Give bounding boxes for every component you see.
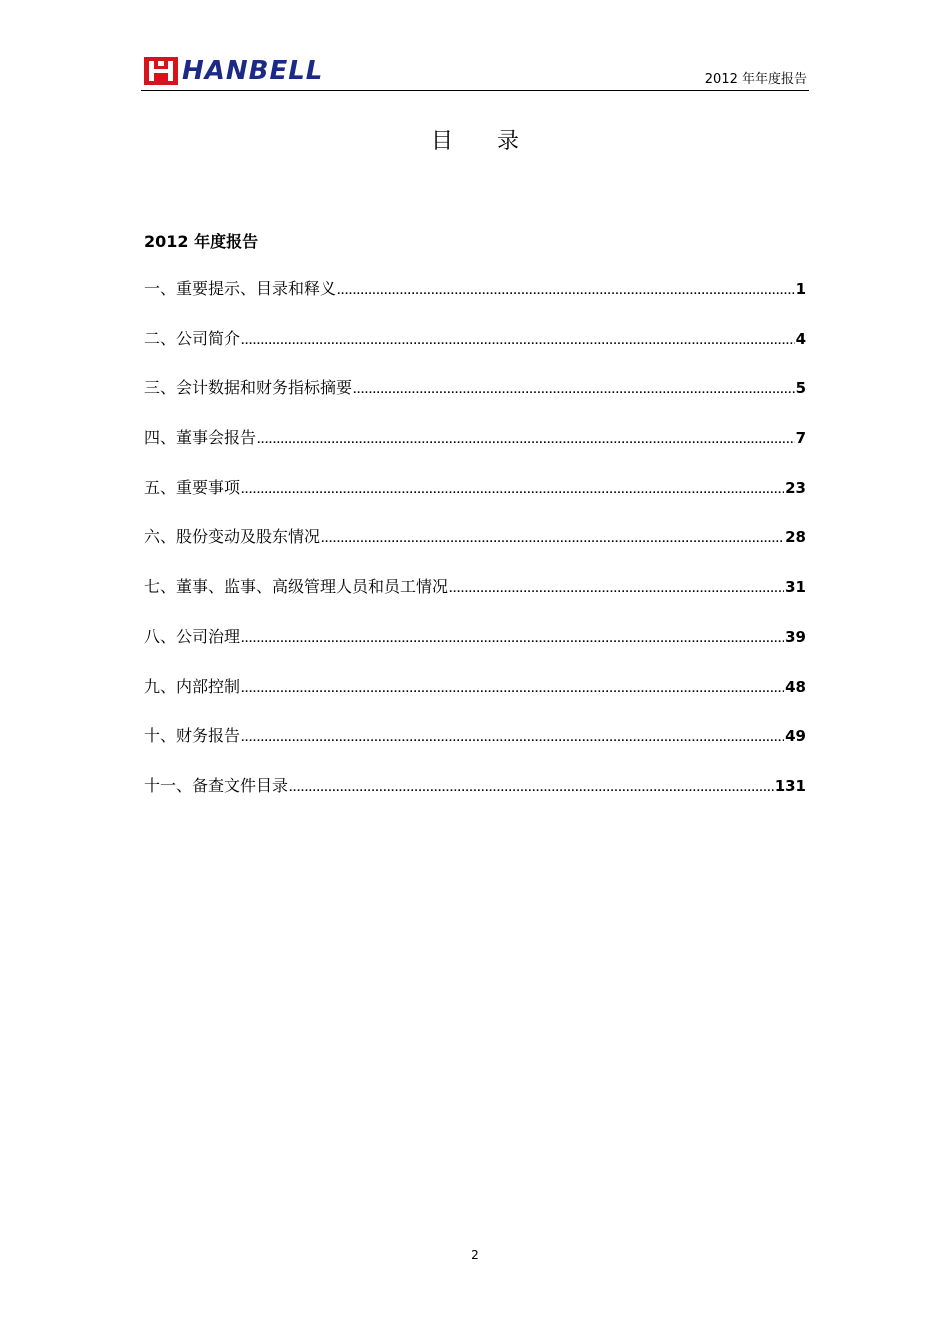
toc-entry-page: 5 bbox=[795, 379, 806, 398]
toc-entry-label: 三、会计数据和财务指标摘要 bbox=[144, 378, 353, 398]
toc-entry-label: 九、内部控制 bbox=[144, 676, 241, 696]
toc-entry-label: 四、董事会报告 bbox=[144, 428, 257, 448]
toc-entry-label: 七、董事、监事、高级管理人员和员工情况 bbox=[144, 577, 449, 597]
toc-dot-leader bbox=[241, 685, 784, 695]
toc-entry[interactable] bbox=[144, 574, 806, 624]
toc-entry-page: 49 bbox=[785, 727, 806, 746]
toc-entry-page: 23 bbox=[785, 478, 806, 497]
toc-entry-label: 六、股份变动及股东情况 bbox=[144, 527, 321, 547]
logo-text: HANBELL bbox=[182, 56, 324, 86]
toc-entry-label: 十一、备查文件目录 bbox=[144, 775, 289, 795]
toc-dot-leader bbox=[241, 337, 795, 347]
table-of-contents bbox=[144, 276, 806, 823]
toc-entry[interactable] bbox=[144, 524, 806, 574]
page-title: 目录 bbox=[430, 129, 563, 154]
toc-dot-leader bbox=[241, 486, 784, 496]
toc-dot-leader bbox=[321, 535, 784, 545]
page-number: 2 bbox=[471, 1248, 479, 1262]
toc-entry-page: 4 bbox=[795, 329, 806, 348]
toc-entry[interactable] bbox=[144, 723, 806, 773]
toc-entry-label: 八、公司治理 bbox=[144, 626, 241, 646]
toc-entry-page: 31 bbox=[785, 578, 806, 597]
toc-entry[interactable] bbox=[144, 773, 806, 823]
toc-entry[interactable] bbox=[144, 475, 806, 525]
hanbell-logo-icon bbox=[144, 57, 178, 85]
toc-entry-page: 131 bbox=[774, 776, 806, 795]
toc-entry-label: 五、重要事项 bbox=[144, 477, 241, 497]
toc-dot-leader bbox=[241, 734, 784, 744]
toc-entry[interactable] bbox=[144, 674, 806, 724]
toc-entry-page: 7 bbox=[795, 429, 806, 448]
toc-dot-leader bbox=[353, 386, 795, 396]
page-header bbox=[141, 54, 809, 91]
toc-entry-page: 28 bbox=[785, 528, 806, 547]
section-heading: 2012 年度报告 bbox=[144, 232, 259, 251]
toc-entry[interactable] bbox=[144, 425, 806, 475]
toc-entry-page: 39 bbox=[785, 627, 806, 646]
hanbell-logo bbox=[144, 56, 323, 86]
toc-entry-page: 1 bbox=[795, 280, 806, 298]
toc-entry-label: 十、财务报告 bbox=[144, 726, 241, 746]
toc-dot-leader bbox=[241, 635, 784, 645]
toc-entry[interactable] bbox=[144, 624, 806, 674]
toc-dot-leader bbox=[289, 784, 774, 794]
toc-entry-label: 一、重要提示、目录和释义 bbox=[144, 279, 337, 298]
toc-entry[interactable] bbox=[144, 276, 806, 326]
toc-entry-label: 二、公司简介 bbox=[144, 328, 241, 348]
toc-dot-leader bbox=[337, 287, 795, 297]
toc-entry[interactable] bbox=[144, 326, 806, 376]
toc-entry[interactable] bbox=[144, 375, 806, 425]
toc-dot-leader bbox=[257, 436, 795, 446]
report-label: 2012 年年度报告 bbox=[704, 72, 807, 87]
toc-entry-page: 48 bbox=[785, 677, 806, 696]
toc-dot-leader bbox=[449, 585, 784, 595]
